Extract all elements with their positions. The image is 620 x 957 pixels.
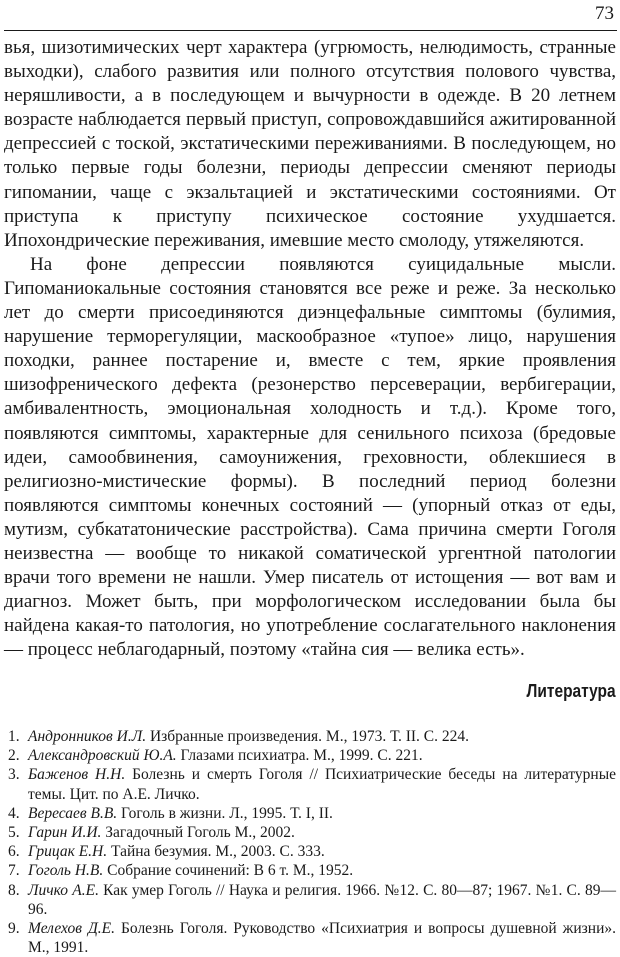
reference-text: Болезнь Гоголя. Руководство «Психиатрия и вопросы душевной жизни». М., 1991.	[28, 920, 616, 957]
reference-author: Баженов Н.Н.	[28, 766, 126, 784]
reference-author: Гоголь Н.В.	[28, 862, 104, 880]
reference-text: Собрание сочинений: В 6 т. М., 1952.	[103, 862, 354, 880]
reference-number: 9.	[8, 920, 20, 938]
header-rule	[4, 30, 617, 31]
references-heading: Литература	[526, 681, 616, 701]
reference-author: Вересаев В.В.	[28, 804, 118, 822]
reference-item	[4, 746, 616, 765]
reference-author: Андронников И.Л.	[28, 728, 147, 745]
reference-entry	[28, 727, 616, 746]
paragraph-continued: вья, шизотимических черт характера (угрюмость, нелюдимость, странные выходки), слабого развития или полного отсутствия полового чувства, неряшливости, а в последующем и вычурности в одежде. В 20 летнем возрасте наблюдается первый приступ, сопровождавшийся ажитированной депрессией с тоской, экстатическими переживаниями. В последующем, но только первые годы болезни, периоды депрессии сменяют периоды гипомании, чаще с экзальтацией и экстатическими состояниями. От приступа к приступу психическое состояние ухудшается. Ипохондрические переживания, имевшие место смолоду, утяжеляются.	[4, 37, 616, 251]
paragraph: На фоне депрессии появляются суицидальные мысли. Гипоманиокальные состояния становятся все реже и реже. За несколько лет до смерти присоединяются диэнцефальные симптомы (булимия, нарушение терморегуляции, маскообразное «тупое» лицо, нарушения походки, раннее постарение и, вместе с тем, яркие проявления шизофренического дефекта (резонерство персеверации, вербигерации, амбивалентность, эмоциональная холодность и т.д.). Кроме того, появляются симптомы, характерные для сенильного психоза (бредовые идеи, самообвинения, самоунижения, греховности, облекшиеся в религиозно-мистические формы). В последний период болезни появляются симптомы конечных состояний — (упорный отказ от еды, мутизм, субкататонические расстройства). Сама причина смерти Гоголя неизвестна — вообще то никакой соматической ургентной патологии врачи того времени не нашли. Умер писатель от истощения — вот вам и диагноз. Может быть, при морфологическом исследовании была бы найдена какая-то патология, но употребление сослагательного наклонения — процесс неблагодарный, поэтому «тайна сия — велика есть».	[4, 253, 616, 661]
reference-text: Загадочный Гоголь М., 2002.	[101, 824, 295, 842]
reference-author: Гарин И.И.	[28, 824, 102, 842]
reference-author: Грицак Е.Н.	[28, 843, 108, 861]
reference-entry	[28, 823, 616, 842]
reference-entry	[28, 861, 616, 880]
reference-text: Гоголь в жизни. Л., 1995. Т. I, II.	[117, 804, 333, 822]
reference-number: 7.	[8, 862, 20, 880]
reference-text: Тайна безумия. М., 2003. С. 333.	[107, 843, 325, 861]
reference-entry	[28, 746, 616, 765]
reference-text: Болезнь и смерть Гоголя // Психиатрические беседы на литературные темы. Цит. по А.Е. Личко.	[28, 766, 616, 803]
reference-author: Мелехов Д.Е.	[28, 920, 116, 938]
reference-entry	[28, 804, 616, 823]
reference-text: Как умер Гоголь // Наука и религия. 1966. №12. С. 80—87; 1967. №1. С. 89—96.	[28, 881, 616, 918]
reference-entry	[28, 842, 616, 861]
reference-item	[4, 823, 616, 842]
body-text	[4, 36, 616, 662]
reference-item	[4, 804, 616, 823]
reference-text: Избранные произведения. М., 1973. Т. II. С. 224.	[146, 728, 470, 745]
reference-item	[4, 765, 616, 803]
reference-number: 1.	[8, 728, 20, 745]
reference-number: 8.	[8, 881, 20, 899]
reference-text: Глазами психиатра. М., 1999. С. 221.	[176, 747, 423, 765]
reference-entry	[28, 881, 616, 919]
reference-author: Личко А.Е.	[28, 881, 99, 899]
reference-item	[4, 727, 616, 746]
reference-number: 3.	[8, 766, 20, 784]
reference-number: 2.	[8, 747, 20, 765]
reference-entry	[28, 919, 616, 957]
reference-item	[4, 881, 616, 919]
reference-item	[4, 842, 616, 861]
reference-number: 6.	[8, 843, 20, 861]
reference-entry	[28, 765, 616, 803]
reference-item	[4, 861, 616, 880]
reference-item	[4, 919, 616, 957]
references-list	[4, 727, 616, 957]
page-number: 73	[595, 3, 614, 24]
reference-author: Александровский Ю.А.	[28, 747, 177, 765]
reference-number: 5.	[8, 824, 20, 842]
reference-number: 4.	[8, 804, 20, 822]
